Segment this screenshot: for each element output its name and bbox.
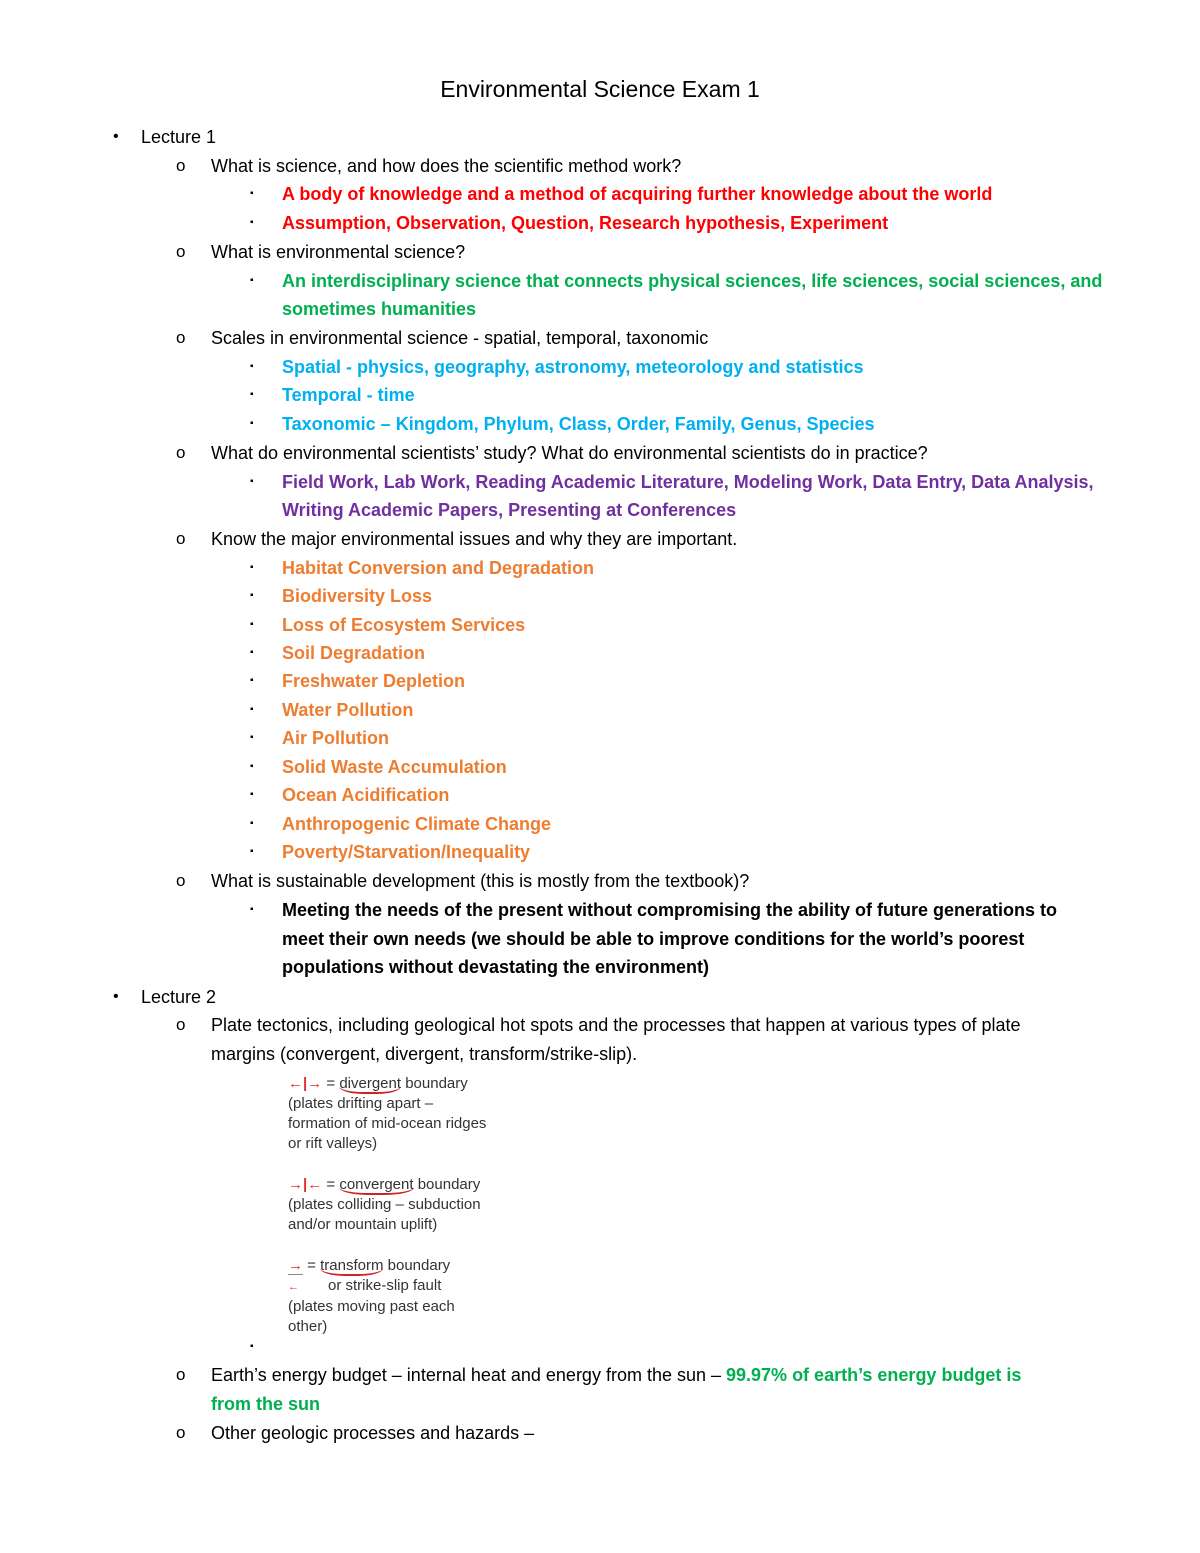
equals-sign: =	[303, 1257, 321, 1274]
issue-item: Poverty/Starvation/Inequality	[282, 842, 531, 862]
bullet-level3: ▪	[250, 789, 254, 800]
bullet-level2: o	[176, 1423, 186, 1442]
question-major-issues: Know the major environmental issues and why they are important.	[211, 529, 738, 549]
bullet-level2: o	[176, 443, 186, 462]
transform-arrow-right-icon: →	[288, 1257, 303, 1274]
lecture-1-heading: Lecture 1	[141, 127, 217, 147]
energy-budget-question: Earth’s energy budget – internal heat and energy from the sun –	[211, 1365, 727, 1385]
question-scientists-study: What do environmental scientists’ study? What do environmental scientists do in practice?	[211, 443, 928, 463]
issue-item: Soil Degradation	[282, 643, 426, 663]
answer-science-definition: A body of knowledge and a method of acquiring further knowledge about the world	[282, 184, 993, 204]
boundary-word: boundary	[401, 1075, 468, 1092]
energy-budget-answer: 99.97% of earth’s energy budget is	[726, 1365, 1022, 1385]
bullet-level3: ▪	[250, 732, 254, 743]
convergent-arrows-icon: →|←	[288, 1176, 323, 1193]
divergent-term: divergent	[339, 1075, 402, 1092]
answer-sustainable-line1: Meeting the needs of the present without compromising the ability of future generations to	[282, 900, 1058, 920]
divergent-desc-line: (plates drifting apart –	[288, 1095, 434, 1112]
answer-sustainable-line3: populations without devastating the environment)	[282, 957, 710, 977]
bullet-level2: o	[176, 1015, 186, 1034]
issue-item: Ocean Acidification	[282, 785, 450, 805]
bullet-level3: ▪	[250, 619, 254, 630]
bullet-level3: ▪	[250, 476, 254, 487]
bullet-level3: ▪	[250, 704, 254, 715]
bullet-level3: ▪	[250, 675, 254, 686]
answer-sustainable-line2: meet their own needs (we should be able to improve conditions for the world’s poorest	[282, 929, 1025, 949]
question-geologic-hazards: Other geologic processes and hazards –	[211, 1423, 535, 1443]
question-scales: Scales in environmental science - spatial, temporal, taxonomic	[211, 328, 709, 348]
answer-practice-line2: Writing Academic Papers, Presenting at Conferences	[282, 500, 737, 520]
question-plate-tectonics-line1: Plate tectonics, including geological hot spots and the processes that happen at various types of plate	[211, 1015, 1021, 1035]
question-what-is-science: What is science, and how does the scientific method work?	[211, 156, 682, 176]
bullet-level3: ▪	[250, 1341, 254, 1352]
equals-sign: =	[322, 1075, 340, 1092]
lecture-2-heading: Lecture 2	[141, 987, 217, 1007]
plate-boundaries-figure	[282, 1068, 542, 1348]
question-environmental-science: What is environmental science?	[211, 242, 466, 262]
issue-item: Loss of Ecosystem Services	[282, 615, 526, 635]
answer-env-science-line2: sometimes humanities	[282, 299, 477, 319]
bullet-level3: ▪	[250, 188, 254, 199]
bullet-level3: ▪	[250, 818, 254, 829]
bullet-level1: •	[113, 128, 119, 145]
issue-item: Anthropogenic Climate Change	[282, 814, 552, 834]
bullet-level2: o	[176, 156, 186, 175]
answer-scientific-method: Assumption, Observation, Question, Research hypothesis, Experiment	[282, 213, 889, 233]
divergent-desc-line: or rift valleys)	[288, 1135, 378, 1152]
bullet-level2: o	[176, 529, 186, 548]
convergent-boundary-block	[288, 1175, 481, 1235]
bullet-level3: ▪	[250, 389, 254, 400]
answer-scale-taxonomic: Taxonomic – Kingdom, Phylum, Class, Order, Family, Genus, Species	[282, 414, 875, 434]
bullet-level3: ▪	[250, 275, 254, 286]
issue-item: Habitat Conversion and Degradation	[282, 558, 595, 578]
transform-term: transform	[320, 1257, 384, 1274]
bullet-level2: o	[176, 871, 186, 890]
equals-sign: =	[322, 1176, 340, 1193]
question-energy-budget-line1	[211, 1361, 1021, 1389]
bullet-level2: o	[176, 242, 186, 261]
answer-env-science-line1: An interdisciplinary science that connects physical sciences, life sciences, social sciences, and	[282, 271, 1103, 291]
bullet-level3: ▪	[250, 562, 254, 573]
transform-desc-line: (plates moving past each	[288, 1298, 455, 1315]
issue-item: Solid Waste Accumulation	[282, 757, 507, 777]
bullet-level3: ▪	[250, 647, 254, 658]
issue-item: Freshwater Depletion	[282, 671, 466, 691]
divergent-boundary-block	[288, 1074, 486, 1154]
question-plate-tectonics-line2: margins (convergent, divergent, transform/strike-slip).	[211, 1044, 638, 1064]
transform-arrow-left-icon: ←	[288, 1281, 299, 1293]
question-sustainable-development: What is sustainable development (this is mostly from the textbook)?	[211, 871, 750, 891]
bullet-level2: o	[176, 328, 186, 347]
bullet-level3: ▪	[250, 846, 254, 857]
bullet-level3: ▪	[250, 418, 254, 429]
issue-item: Biodiversity Loss	[282, 586, 433, 606]
answer-scale-spatial: Spatial - physics, geography, astronomy, meteorology and statistics	[282, 357, 864, 377]
issue-item: Water Pollution	[282, 700, 414, 720]
convergent-desc-line: and/or mountain uplift)	[288, 1216, 438, 1233]
transform-desc-line: other)	[288, 1318, 328, 1335]
bullet-level3: ▪	[250, 590, 254, 601]
transform-boundary-block	[288, 1256, 455, 1337]
divergent-arrows-icon: ←|→	[288, 1075, 323, 1092]
bullet-level2: o	[176, 1365, 186, 1384]
energy-budget-answer-line2: from the sun	[211, 1394, 321, 1414]
boundary-word: boundary	[383, 1257, 451, 1274]
bullet-level3: ▪	[250, 761, 254, 772]
divergent-desc-line: formation of mid-ocean ridges	[288, 1115, 487, 1132]
bullet-level3: ▪	[250, 361, 254, 372]
transform-desc-line: or strike-slip fault	[328, 1277, 442, 1294]
convergent-desc-line: (plates colliding – subduction	[288, 1196, 481, 1213]
page-title: Environmental Science Exam 1	[440, 76, 760, 102]
issue-item: Air Pollution	[282, 728, 389, 748]
answer-practice-line1: Field Work, Lab Work, Reading Academic Literature, Modeling Work, Data Entry, Data Analysis,	[282, 472, 1094, 492]
convergent-term: convergent	[339, 1176, 414, 1193]
bullet-level3: ▪	[250, 217, 254, 228]
answer-scale-temporal: Temporal - time	[282, 385, 415, 405]
bullet-level3: ▪	[250, 904, 254, 915]
boundary-word: boundary	[413, 1176, 481, 1193]
bullet-level1: •	[113, 988, 119, 1005]
